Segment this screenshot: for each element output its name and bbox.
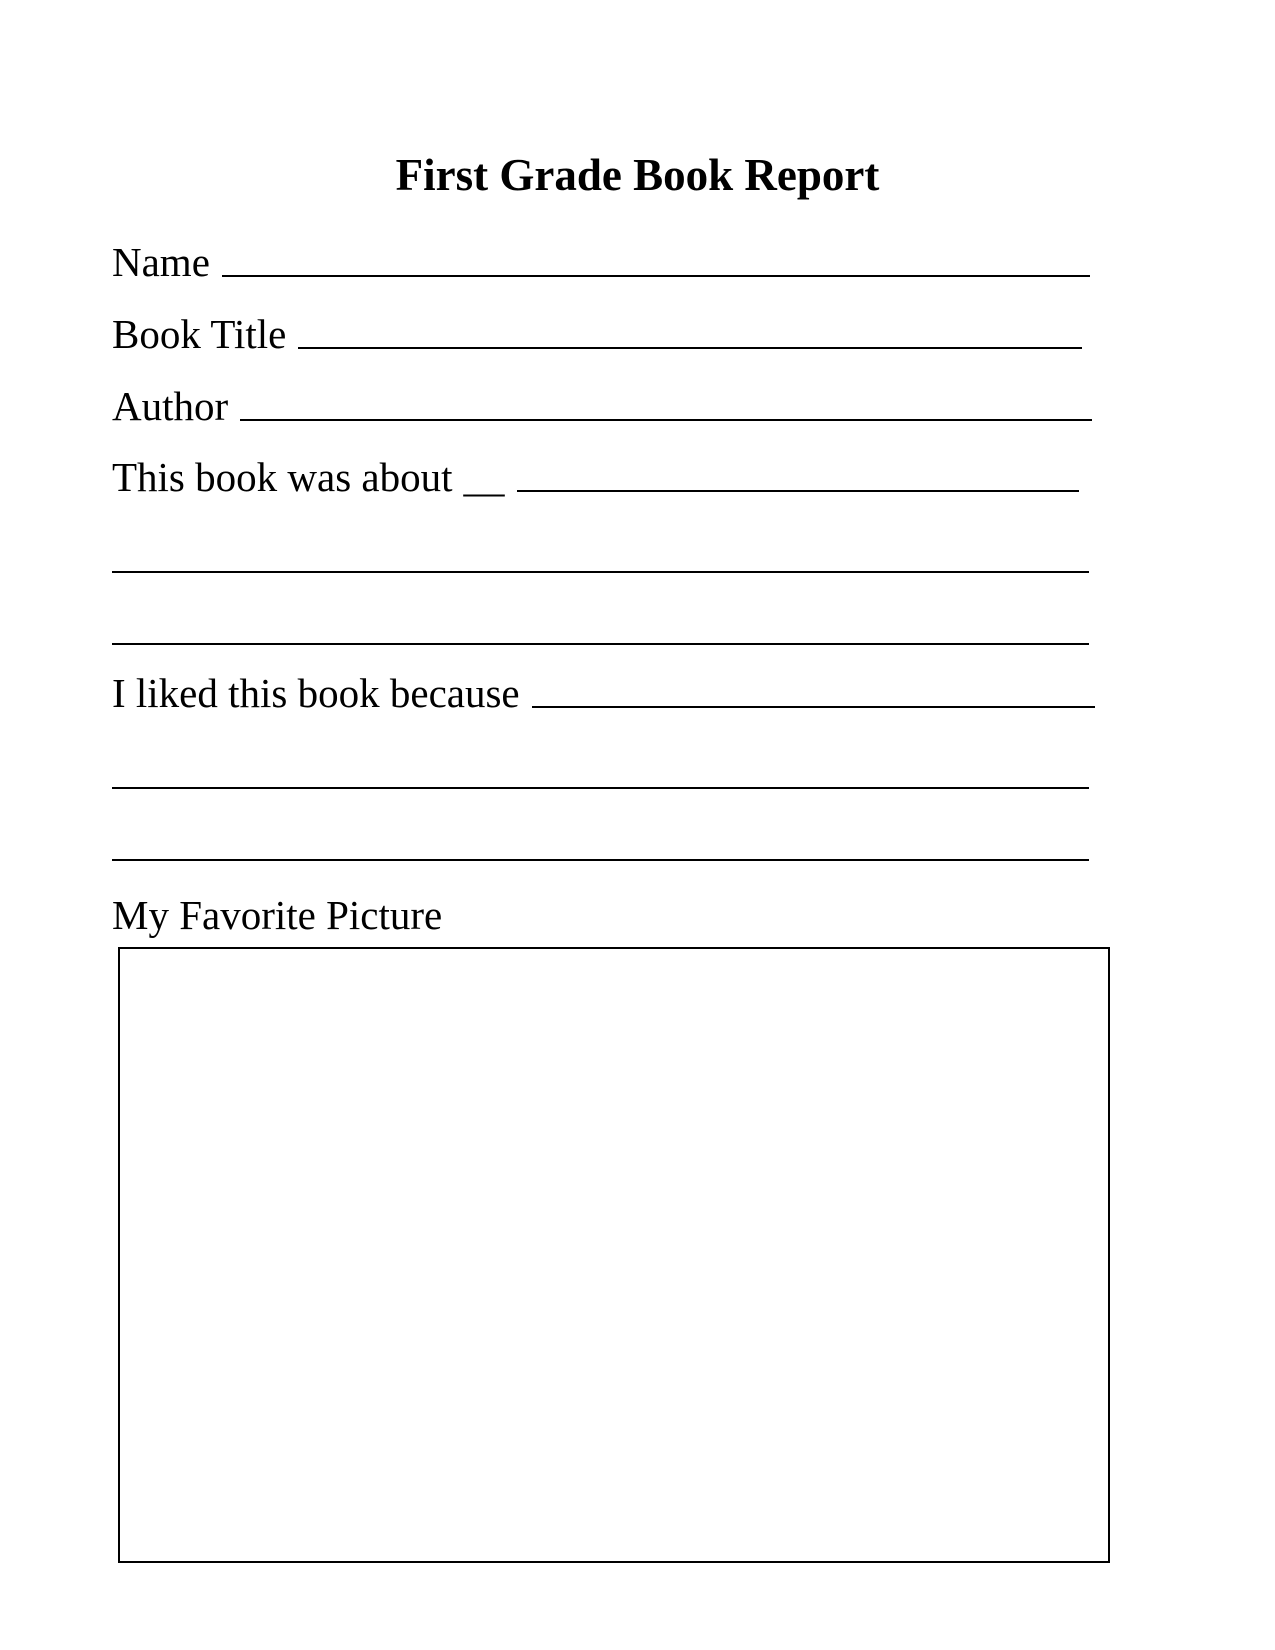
about-short-blank: __ [463, 454, 505, 500]
name-blank[interactable] [222, 275, 1090, 277]
page-title: First Grade Book Report [395, 150, 880, 200]
about-label: This book was about [112, 454, 453, 500]
liked-label: I liked this book because [112, 670, 520, 716]
about-line-2[interactable] [112, 571, 1089, 573]
name-label: Name [112, 239, 210, 285]
favorite-picture-box[interactable] [118, 947, 1110, 1563]
book-title-row [112, 309, 1082, 359]
book-title-label: Book Title [112, 311, 287, 357]
liked-row [112, 668, 1095, 718]
author-blank[interactable] [240, 419, 1092, 421]
liked-blank[interactable] [532, 706, 1095, 708]
about-blank[interactable] [517, 490, 1079, 492]
favorite-picture-label: My Favorite Picture [112, 892, 443, 938]
about-row [112, 452, 1079, 502]
liked-line-3[interactable] [112, 859, 1089, 861]
liked-line-2[interactable] [112, 787, 1089, 789]
name-row [112, 237, 1090, 287]
about-line-3[interactable] [112, 643, 1089, 645]
author-row [112, 381, 1092, 431]
author-label: Author [112, 383, 229, 429]
book-title-blank[interactable] [298, 347, 1082, 349]
